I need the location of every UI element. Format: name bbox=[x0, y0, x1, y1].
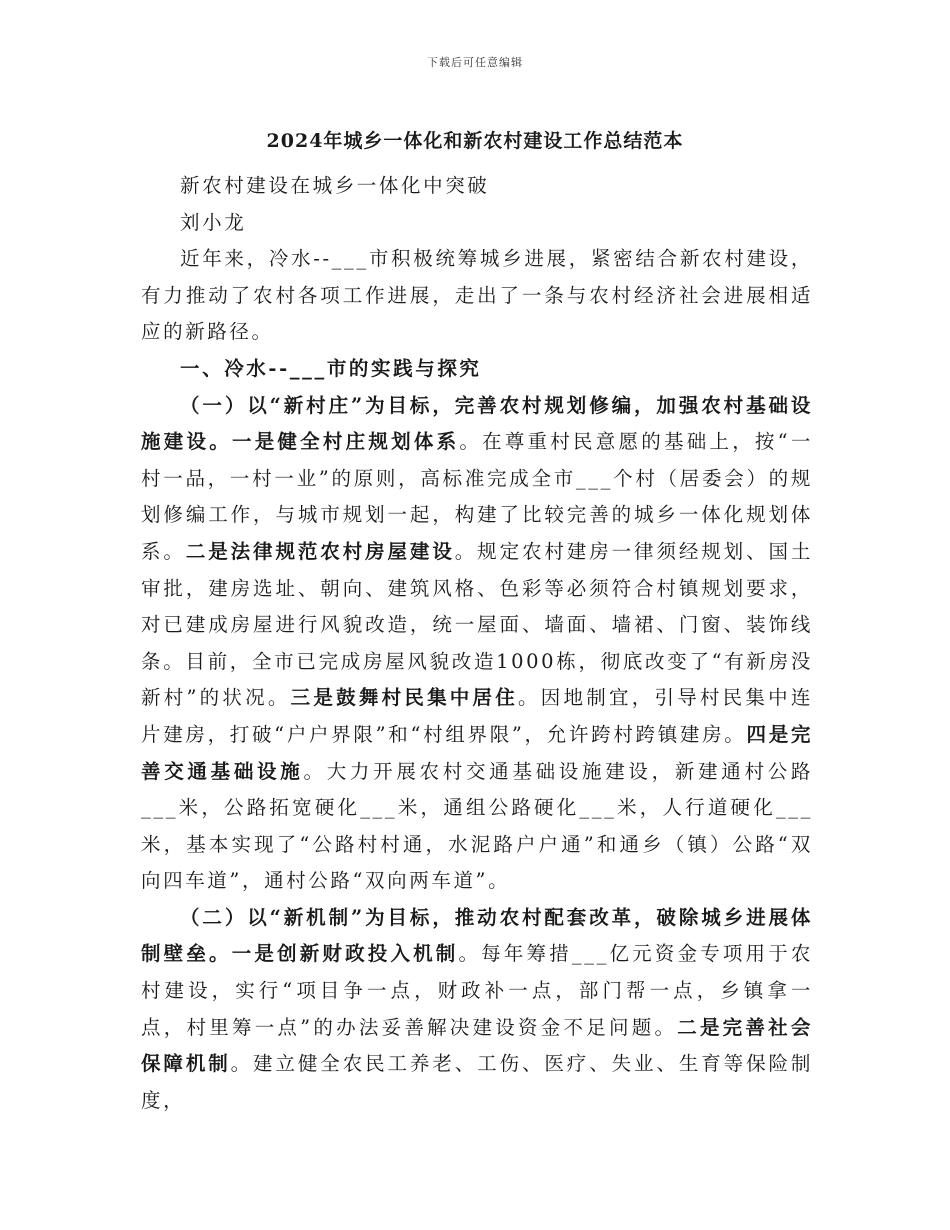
part2-point2-text: 。建立健全农民工养老、工伤、医疗、失业、生育等保险制度， bbox=[141, 1052, 813, 1112]
part2-point1-title: 一是创新财政投入机制 bbox=[231, 942, 459, 966]
part2-paragraph bbox=[141, 900, 813, 1120]
part1-point4-text: 。大力开展农村交通基础设施建设，新建通村公路___米，公路拓宽硬化___米，通组公路硬化___米，人行道硬化___米，基本实现了“公路村村通，水泥路户户通”和通乡（镇）公路“双向四车道”，通村公路“双向两车道”。 bbox=[141, 759, 814, 893]
part1-point3-title: 三是鼓舞村民集中居住 bbox=[290, 686, 519, 710]
part1-point1-text: 。在尊重村民意愿的基础上，按“一村一品，一村一业”的原则，高标准完成全市___个村（居委会）的规划修编工作，与城市规划一起，构建了比较完善的城乡一体化规划体系。 bbox=[141, 430, 813, 563]
document-subtitle: 新农村建设在城乡一体化中突破 bbox=[180, 174, 490, 197]
part1-point1-title: 一是健全村庄规划体系 bbox=[231, 430, 460, 454]
section-heading: 一、冷水--___市的实践与探究 bbox=[180, 356, 482, 380]
part2-point2-title: 二是完善社会保障机制 bbox=[141, 1015, 813, 1076]
part1-paragraph bbox=[141, 388, 813, 900]
document-body bbox=[141, 168, 813, 1119]
part1-point4-title: 四是完善交通基础设施 bbox=[141, 722, 813, 783]
part1-point3-text: 。因地制宜，引导村民集中连片建房，打破“户户界限”和“村组界限”，允许跨村跨镇建房。 bbox=[141, 686, 813, 746]
part2-point1-text: 。每年筹措___亿元资金专项用于农村建设，实行“项目争一点，财政补一点，部门帮一点，乡镇拿一点，村里筹一点”的办法妥善解决建设资金不足问题。 bbox=[141, 942, 813, 1039]
document-author: 刘小龙 bbox=[180, 210, 247, 234]
part2-heading: （二）以“新机制”为目标，推动农村配套改革，破除城乡进展体制壁垒。 bbox=[141, 905, 813, 966]
part1-point2-text: 。规定农村建房一律须经规划、国土审批，建房选址、朝向、建筑风格、色彩等必须符合村镇规划要求，对已建成房屋进行风貌改造，统一屋面、墙面、墙裙、门窗、装饰线条。目前，全市已完成房屋风貌改造1000栋，彻底改变了“有新房没新村”的状况。 bbox=[141, 539, 813, 710]
part1-point2-title: 二是法律规范农村房屋建设 bbox=[185, 539, 455, 563]
intro-paragraph: 近年来，冷水--___市积极统筹城乡进展，紧密结合新农村建设，有力推动了农村各项工作进展，走出了一条与农村经济社会进展相适应的新路径。 bbox=[141, 247, 813, 344]
part1-heading: （一）以“新村庄”为目标，完善农村规划修编，加强农村基础设施建设。 bbox=[141, 393, 813, 454]
page-header-note: 下载后可任意编辑 bbox=[427, 56, 523, 69]
document-title: 2024年城乡一体化和新农村建设工作总结范本 bbox=[266, 130, 684, 152]
